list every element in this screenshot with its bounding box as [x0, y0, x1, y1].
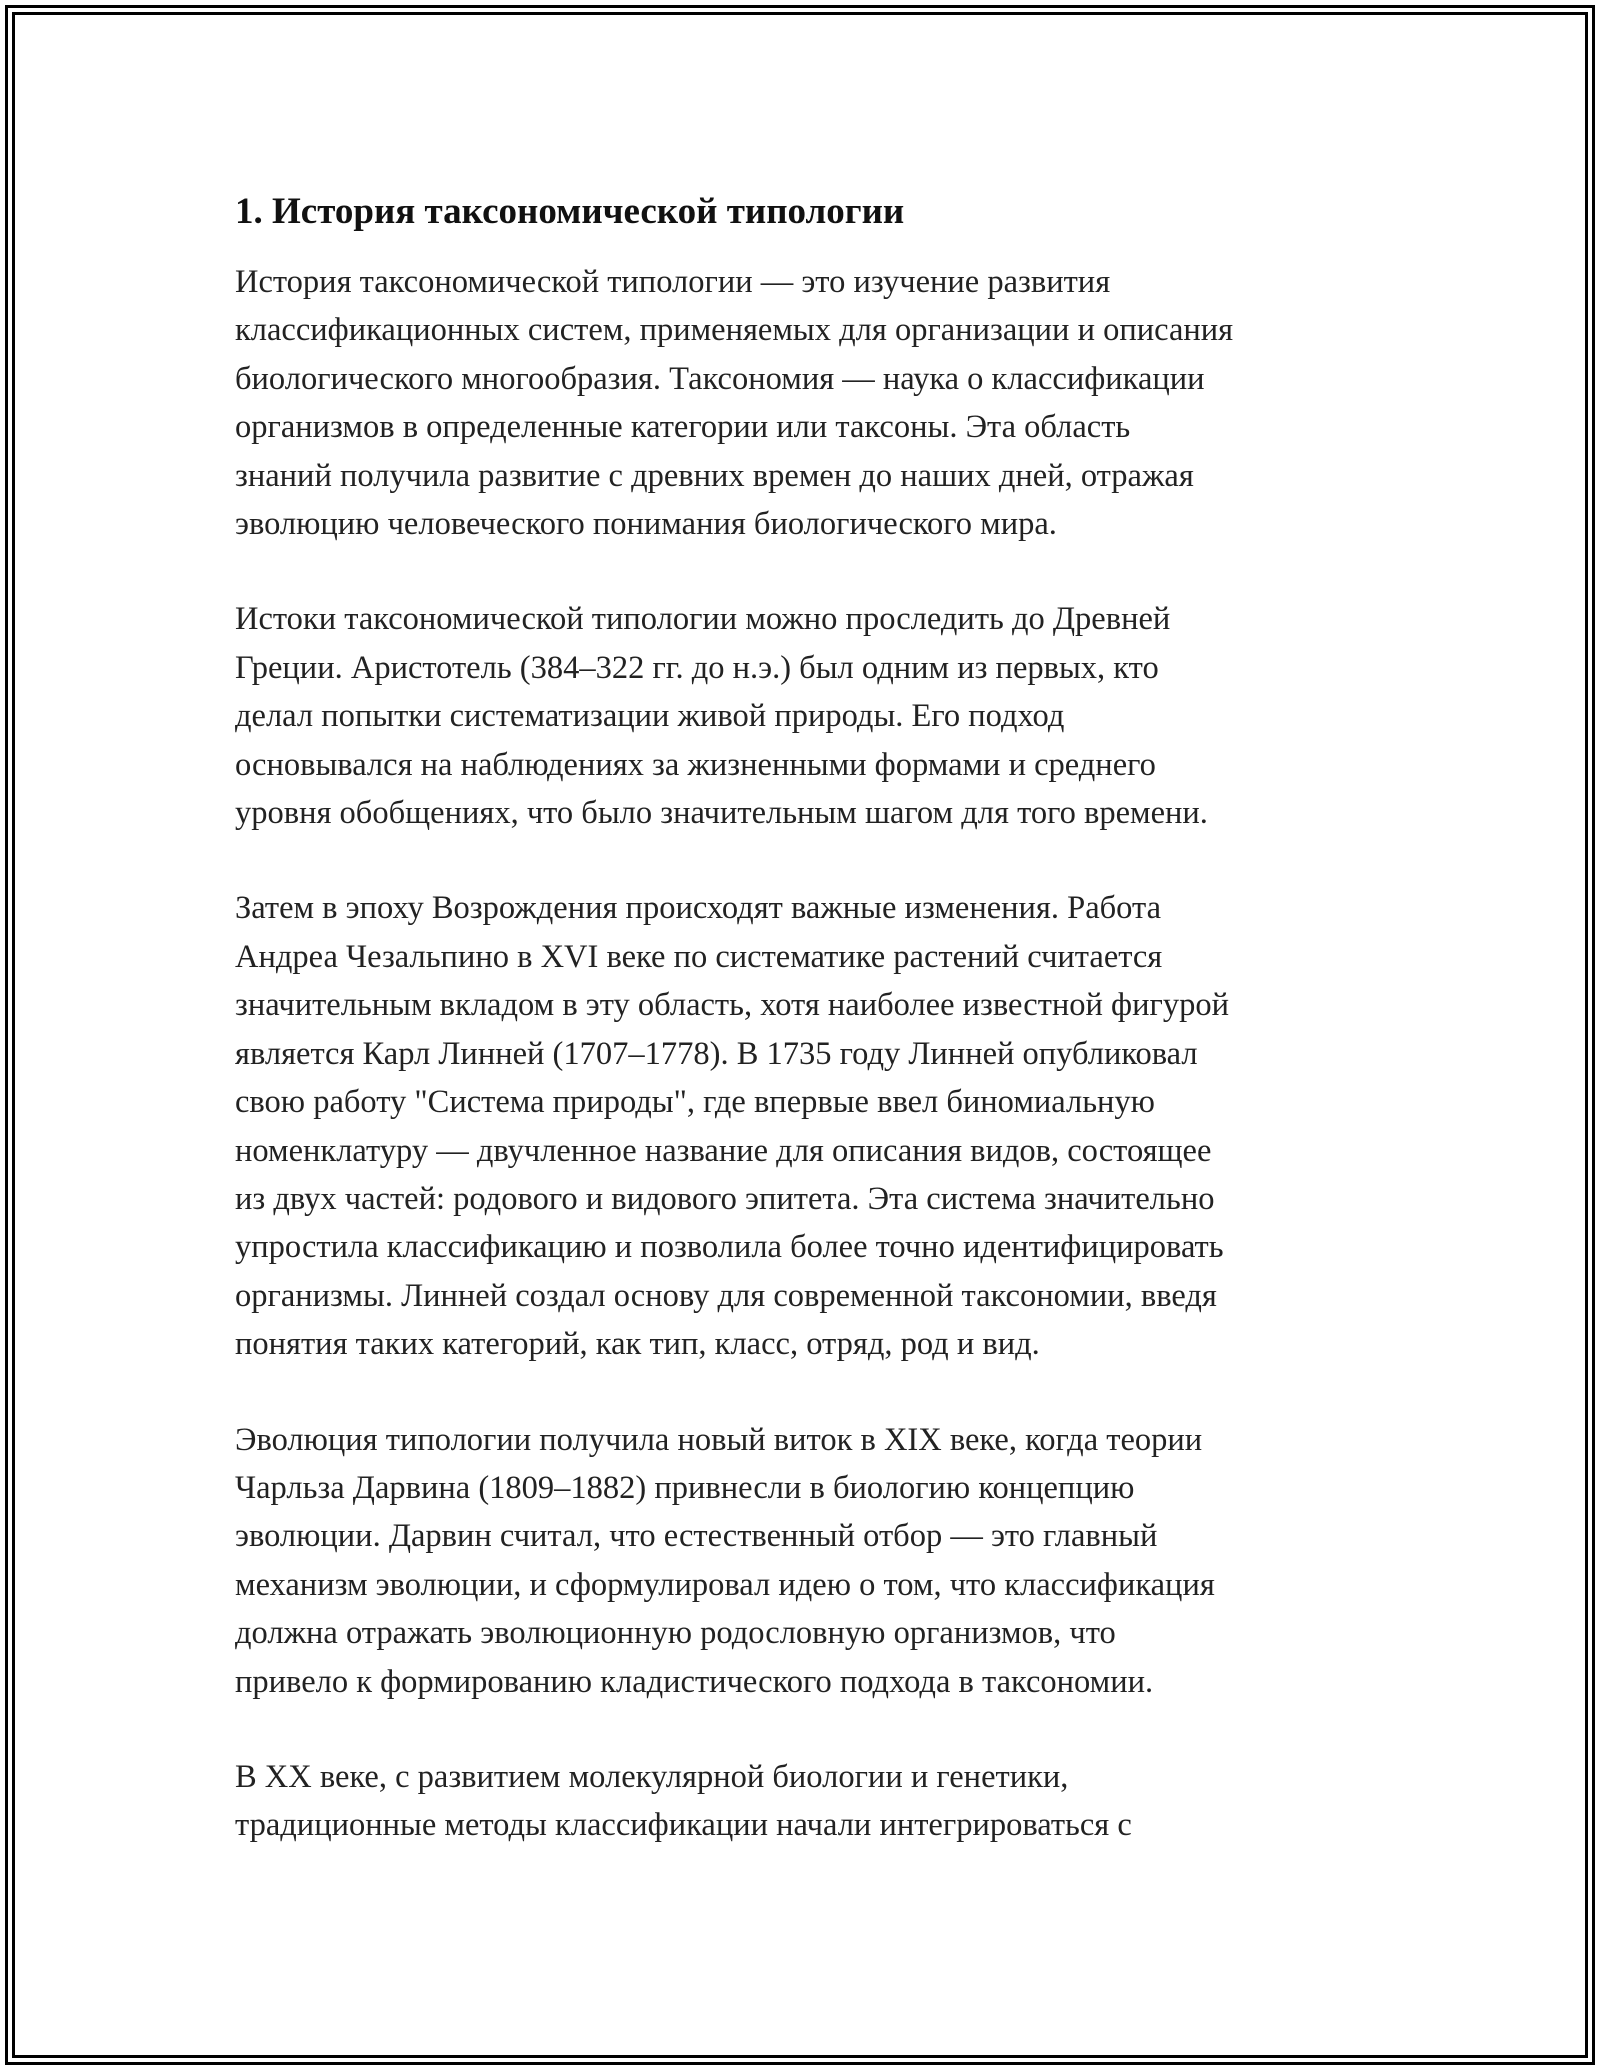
- text-line: Эволюция типологии получила новый виток в XIX веке, когда теории: [235, 1421, 1203, 1458]
- text-line: организмы. Линней создал основу для современной таксономии, введя: [235, 1277, 1217, 1314]
- text-line: биологического многообразия. Таксономия — наука о классификации: [235, 360, 1205, 397]
- section-heading: 1. История таксономической типологии: [235, 191, 905, 232]
- text-line: привело к формированию кладистического подхода в таксономии.: [235, 1663, 1154, 1700]
- text-line: должна отражать эволюционную родословную организмов, что: [235, 1615, 1116, 1652]
- text-line: Истоки таксономической типологии можно проследить до Древней: [235, 601, 1171, 638]
- text-line: из двух частей: родового и видового эпитета. Эта система значительно: [235, 1180, 1215, 1217]
- text-line: уровня обобщениях, что было значительным шагом для того времени.: [235, 795, 1208, 832]
- text-line: Андреа Чезальпино в XVI веке по систематике растений считается: [235, 938, 1163, 975]
- text-line: В XX веке, с развитием молекулярной биологии и генетики,: [235, 1758, 1069, 1795]
- text-line: эволюцию человеческого понимания биологического мира.: [235, 506, 1057, 543]
- text-line: основывался на наблюдениях за жизненными формами и среднего: [235, 746, 1156, 783]
- text-line: упростила классификацию и позволила более точно идентифицировать: [235, 1229, 1224, 1266]
- text-line: организмов в определенные категории или таксоны. Эта область: [235, 409, 1131, 446]
- paragraph-intro: [235, 258, 1370, 548]
- paragraph-ancient-greece: [235, 595, 1370, 837]
- text-line: механизм эволюции, и сформулировал идею о том, что классификация: [235, 1566, 1215, 1603]
- text-line: Чарльза Дарвина (1809–1882) привнесли в биологию концепцию: [235, 1469, 1135, 1506]
- text-line: свою работу "Система природы", где впервые ввел биномиальную: [235, 1084, 1155, 1121]
- text-line: номенклатуру — двучленное название для описания видов, состоящее: [235, 1132, 1212, 1169]
- text-line: Греции. Аристотель (384–322 гг. до н.э.) был одним из первых, кто: [235, 649, 1159, 686]
- text-line: История таксономической типологии — это изучение развития: [235, 264, 1111, 300]
- text-line: значительным вкладом в эту область, хотя наиболее известной фигурой: [235, 987, 1229, 1024]
- text-line: является Карл Линней (1707–1778). В 1735 году Линней опубликовал: [235, 1035, 1198, 1072]
- paragraph-twentieth-century: [235, 1753, 1370, 1850]
- text-line: знаний получила развитие с древних времен до наших дней, отражая: [235, 457, 1194, 494]
- paragraph-darwin: [235, 1416, 1370, 1706]
- text-line: классификационных систем, применяемых для организации и описания: [235, 312, 1234, 349]
- text-line: эволюции. Дарвин считал, что естественный отбор — это главный: [235, 1518, 1158, 1555]
- text-line: понятия таких категорий, как тип, класс, отряд, род и вид.: [235, 1326, 1040, 1363]
- text-line: традиционные методы классификации начали интегрироваться с: [235, 1807, 1132, 1844]
- document-body: [235, 188, 1370, 1897]
- paragraph-renaissance-linnaeus: [235, 884, 1370, 1368]
- text-line: Затем в эпоху Возрождения происходят важные изменения. Работа: [235, 890, 1161, 927]
- text-line: делал попытки систематизации живой природы. Его подход: [235, 698, 1065, 735]
